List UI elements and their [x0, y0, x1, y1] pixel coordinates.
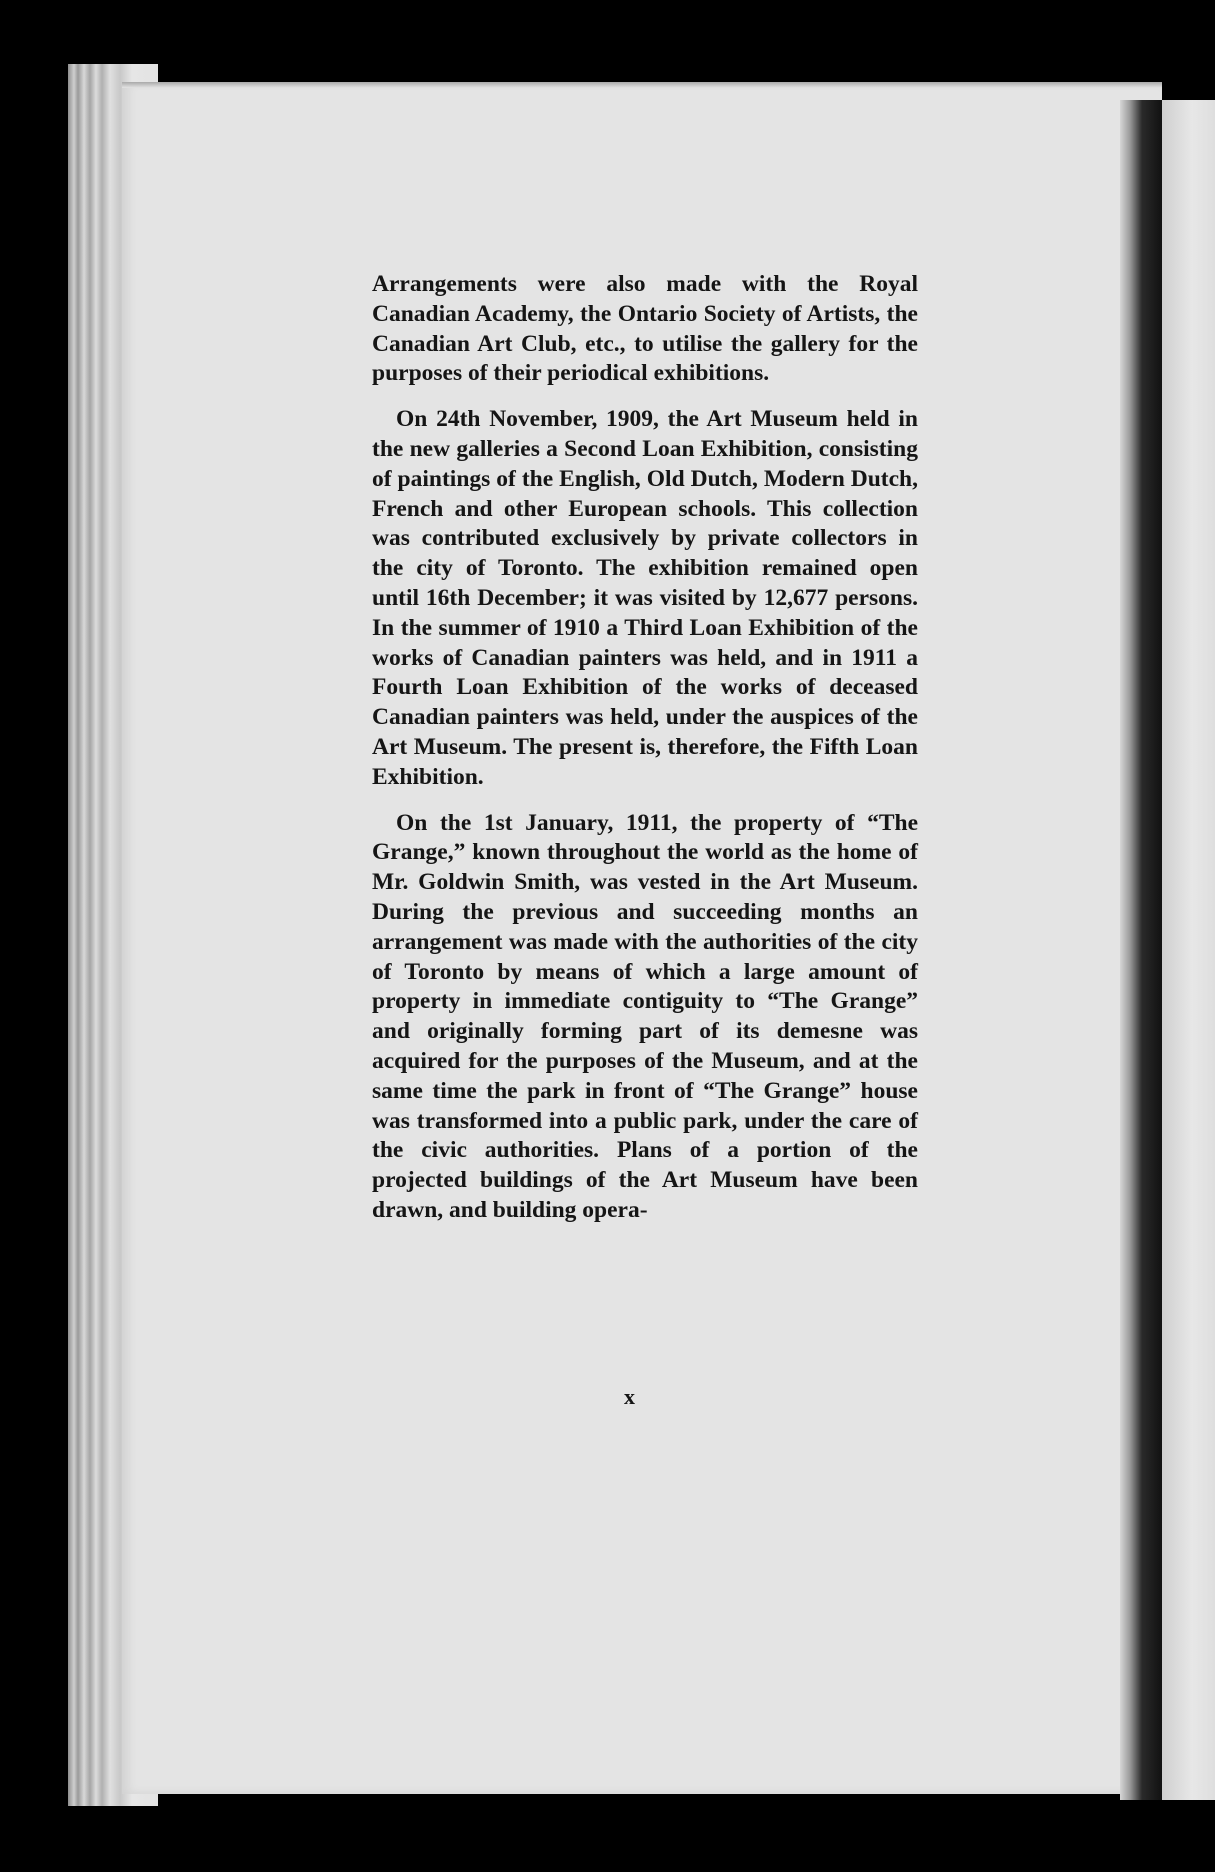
paragraph-second-loan-exhibition: On 24th November, 1909, the Art Museum held in the new galleries a Second Loan Exhibition, consisting of paintings of the English, Old Dutch, Modern Dutch, French and other European schools. This collection was contributed exclusively by private collectors in the city of Toronto. The exhibition remained open until 16th December; it was visited by 12,677 persons. In the summer of 1910 a Third Loan Exhibition of the works of Canadian painters was held, and in 1911 a Fourth Loan Exhibition of the works of deceased Canadian painters was held, under the auspices of the Art Museum. The present is, therefore, the Fifth Loan Exhibition.: [372, 406, 918, 790]
binding-gutter: [1120, 100, 1162, 1800]
paragraph-arrangements: Arrangements were also made with the Royal Canadian Academy, the Ontario Society of Artists, the Canadian Art Club, etc., to utilise the gallery for the purposes of their periodical exhibitions.: [372, 271, 918, 387]
paragraph-the-grange: On the 1st January, 1911, the property of “The Grange,” known throughout the world as the home of Mr. Goldwin Smith, was vested in the Art Museum. During the previous and succeeding months an arrangement was made with the authorities of the city of Toronto by means of which a large amount of property in immediate contiguity to “The Grange” and originally forming part of its demesne was acquired for the purposes of the Museum, and at the same time the park in front of “The Grange” house was transformed into a public park, under the care of the civic authorities. Plans of a portion of the projected buildings of the Art Museum have been drawn, and building opera-: [372, 809, 918, 1223]
page-number: x: [624, 1384, 635, 1409]
facing-page-edge: [1162, 100, 1215, 1800]
page-top-edge: [122, 82, 1162, 88]
body-text: [372, 270, 918, 1242]
